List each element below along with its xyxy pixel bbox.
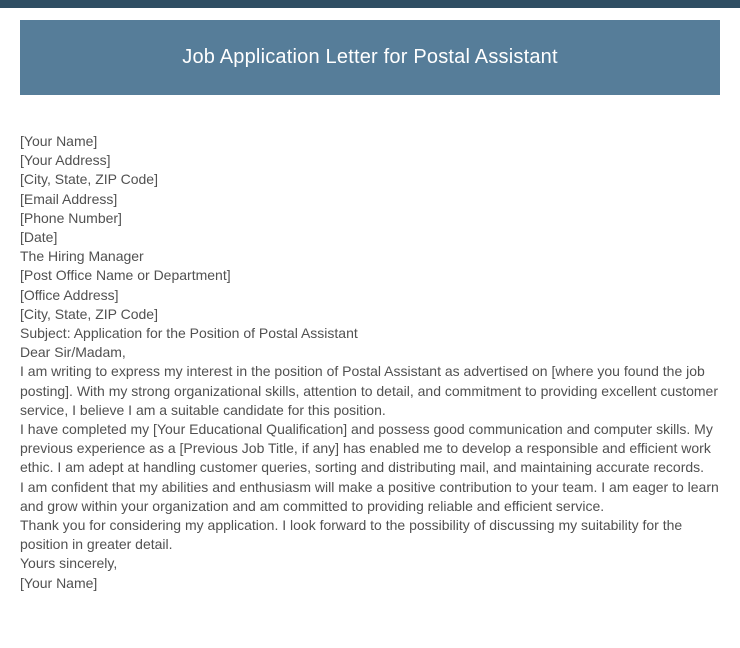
signature-line: [Your Name] bbox=[20, 574, 98, 591]
sender-city-line: [City, State, ZIP Code] bbox=[20, 171, 158, 188]
recipient-title-line: The Hiring Manager bbox=[20, 248, 144, 265]
recipient-address-line: [Office Address] bbox=[20, 286, 119, 303]
closing-line: Yours sincerely, bbox=[20, 555, 118, 572]
paragraph-intro: I am writing to express my interest in the position of Postal Assistant as advertised on [where you found the job posting]. With my strong organizational skills, attention to detail, and commitment to providing excellent customer service, I believe I am a suitable candidate for this position. bbox=[20, 363, 718, 418]
subject-line: Subject: Application for the Position of Postal Assistant bbox=[20, 325, 358, 342]
paragraph-confidence: I am confident that my abilities and enthusiasm will make a positive contribution to your team. I am eager to learn and grow within your organization and am committed to providing reliable and efficient service. bbox=[20, 478, 719, 514]
sender-email-line: [Email Address] bbox=[20, 190, 118, 207]
recipient-office-line: [Post Office Name or Department] bbox=[20, 267, 231, 284]
header-banner bbox=[20, 20, 720, 95]
top-accent-bar bbox=[0, 0, 740, 8]
letter-body bbox=[20, 132, 726, 593]
sender-name-line: [Your Name] bbox=[20, 133, 98, 149]
paragraph-thanks: Thank you for considering my application. I look forward to the possibility of discussing my suitability for the position in greater detail. bbox=[20, 517, 683, 553]
recipient-city-line: [City, State, ZIP Code] bbox=[20, 305, 158, 322]
paragraph-qualifications: I have completed my [Your Educational Qualification] and possess good communication and computer skills. My previous experience as a [Previous Job Title, if any] has enabled me to develop a responsible and efficient work ethic. I am adept at handling customer queries, sorting and distributing mail, and maintaining accurate records. bbox=[20, 421, 713, 476]
date-line: [Date] bbox=[20, 229, 58, 246]
page-title: Job Application Letter for Postal Assistant bbox=[182, 46, 558, 68]
sender-address-line: [Your Address] bbox=[20, 152, 111, 169]
salutation-line: Dear Sir/Madam, bbox=[20, 344, 126, 361]
sender-phone-line: [Phone Number] bbox=[20, 209, 122, 226]
